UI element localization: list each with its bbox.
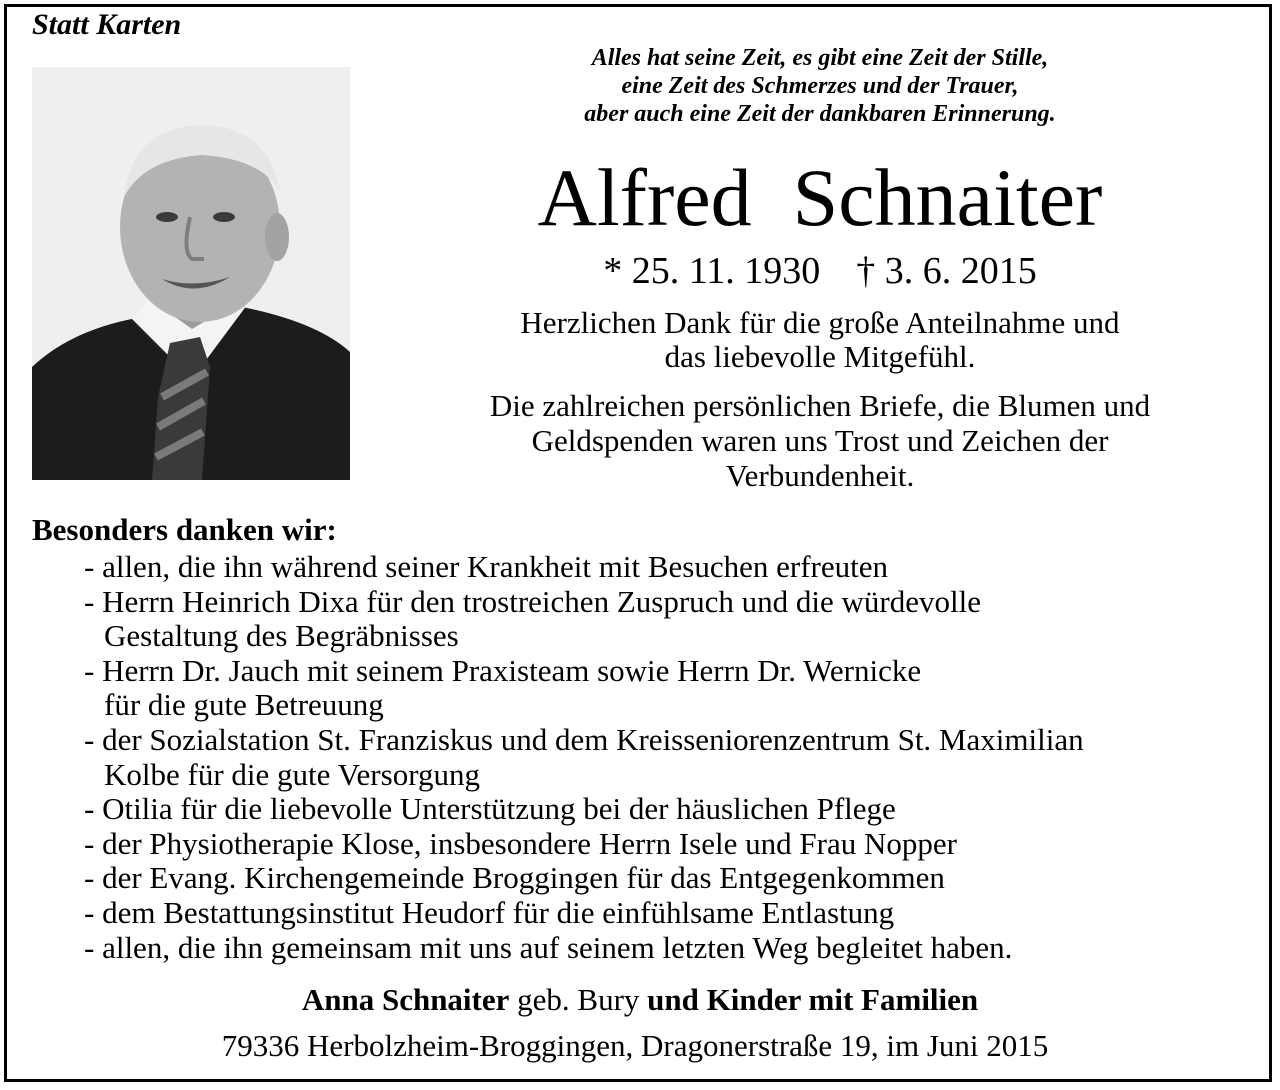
thanks-line: Herzlichen Dank für die große Anteilnahme und [520,305,1120,340]
list-item-text: - allen, die ihn gemeinsam mit uns auf seinem letzten Weg begleitet haben. [84,929,1013,965]
list-item [84,550,1254,585]
special-thanks-list [84,550,1254,965]
list-item [84,827,1254,862]
list-item-text: - allen, die ihn während seiner Krankheit mit Besuchen erfreuten [84,549,888,584]
list-item-text: - Herrn Dr. Jauch mit seinem Praxisteam sowie Herrn Dr. Wernicke [84,652,922,688]
motto-line: eine Zeit des Schmerzes und der Trauer, [621,73,1019,99]
special-thanks-heading: Besonders danken wir: [32,512,337,547]
list-item-text: - Otilia für die liebevolle Unterstützung bei der häuslichen Pflege [84,791,896,827]
list-item [84,585,1254,654]
list-item [84,654,1254,723]
list-item [84,861,1254,896]
birth-date: * 25. 11. 1930 [603,250,821,292]
list-item [84,723,1254,792]
list-item-text: - der Physiotherapie Klose, insbesondere Herrn Isele und Frau Nopper [84,825,957,861]
thanks-line: Geldspenden waren uns Trost und Zeichen der [531,423,1109,458]
signature-name: Anna Schnaiter [301,982,510,1017]
deceased-name [420,150,1220,246]
signature [0,982,1280,1018]
thanks-paragraph-2 [420,388,1220,493]
portrait-photo [32,67,350,480]
thanks-line: Verbundenheit. [725,458,915,493]
motto-line: aber auch eine Zeit der dankbaren Erinnerung. [584,101,1056,127]
statt-karten-label: Statt Karten [32,8,182,41]
last-name: Schnaiter [792,152,1103,243]
life-dates [420,248,1220,294]
list-item-continuation: Kolbe für die gute Versorgung [104,756,480,792]
thanks-line: Die zahlreichen persönlichen Briefe, die Blumen und [489,388,1151,423]
signature-nee: geb. Bury [517,982,640,1017]
signature-family: und Kinder mit Familien [647,982,979,1017]
address-line: 79336 Herbolzheim-Broggingen, Dragonerstraße 19, im Juni 2015 [221,1028,1049,1063]
list-item [84,792,1254,827]
first-name: Alfred [537,152,752,243]
list-item [84,896,1254,931]
thanks-line: das liebevolle Mitgefühl. [664,339,976,374]
list-item-text: - der Evang. Kirchengemeinde Broggingen für das Entgegenkommen [84,860,945,896]
list-item-text: - Herrn Heinrich Dixa für den trostreichen Zuspruch und die würdevolle [84,583,981,619]
list-item-continuation: für die gute Betreuung [104,687,384,723]
motto-quote [480,44,1160,128]
death-date: † 3. 6. 2015 [856,250,1037,292]
list-item [84,931,1254,966]
list-item-text: - der Sozialstation St. Franziskus und dem Kreisseniorenzentrum St. Maximilian [84,721,1084,757]
motto-line: Alles hat seine Zeit, es gibt eine Zeit der Stille, [591,45,1049,71]
list-item-continuation: Gestaltung des Begräbnisses [104,618,459,654]
list-item-text: - dem Bestattungsinstitut Heudorf für die einfühlsame Entlastung [84,894,895,930]
thanks-paragraph-1 [420,306,1220,374]
